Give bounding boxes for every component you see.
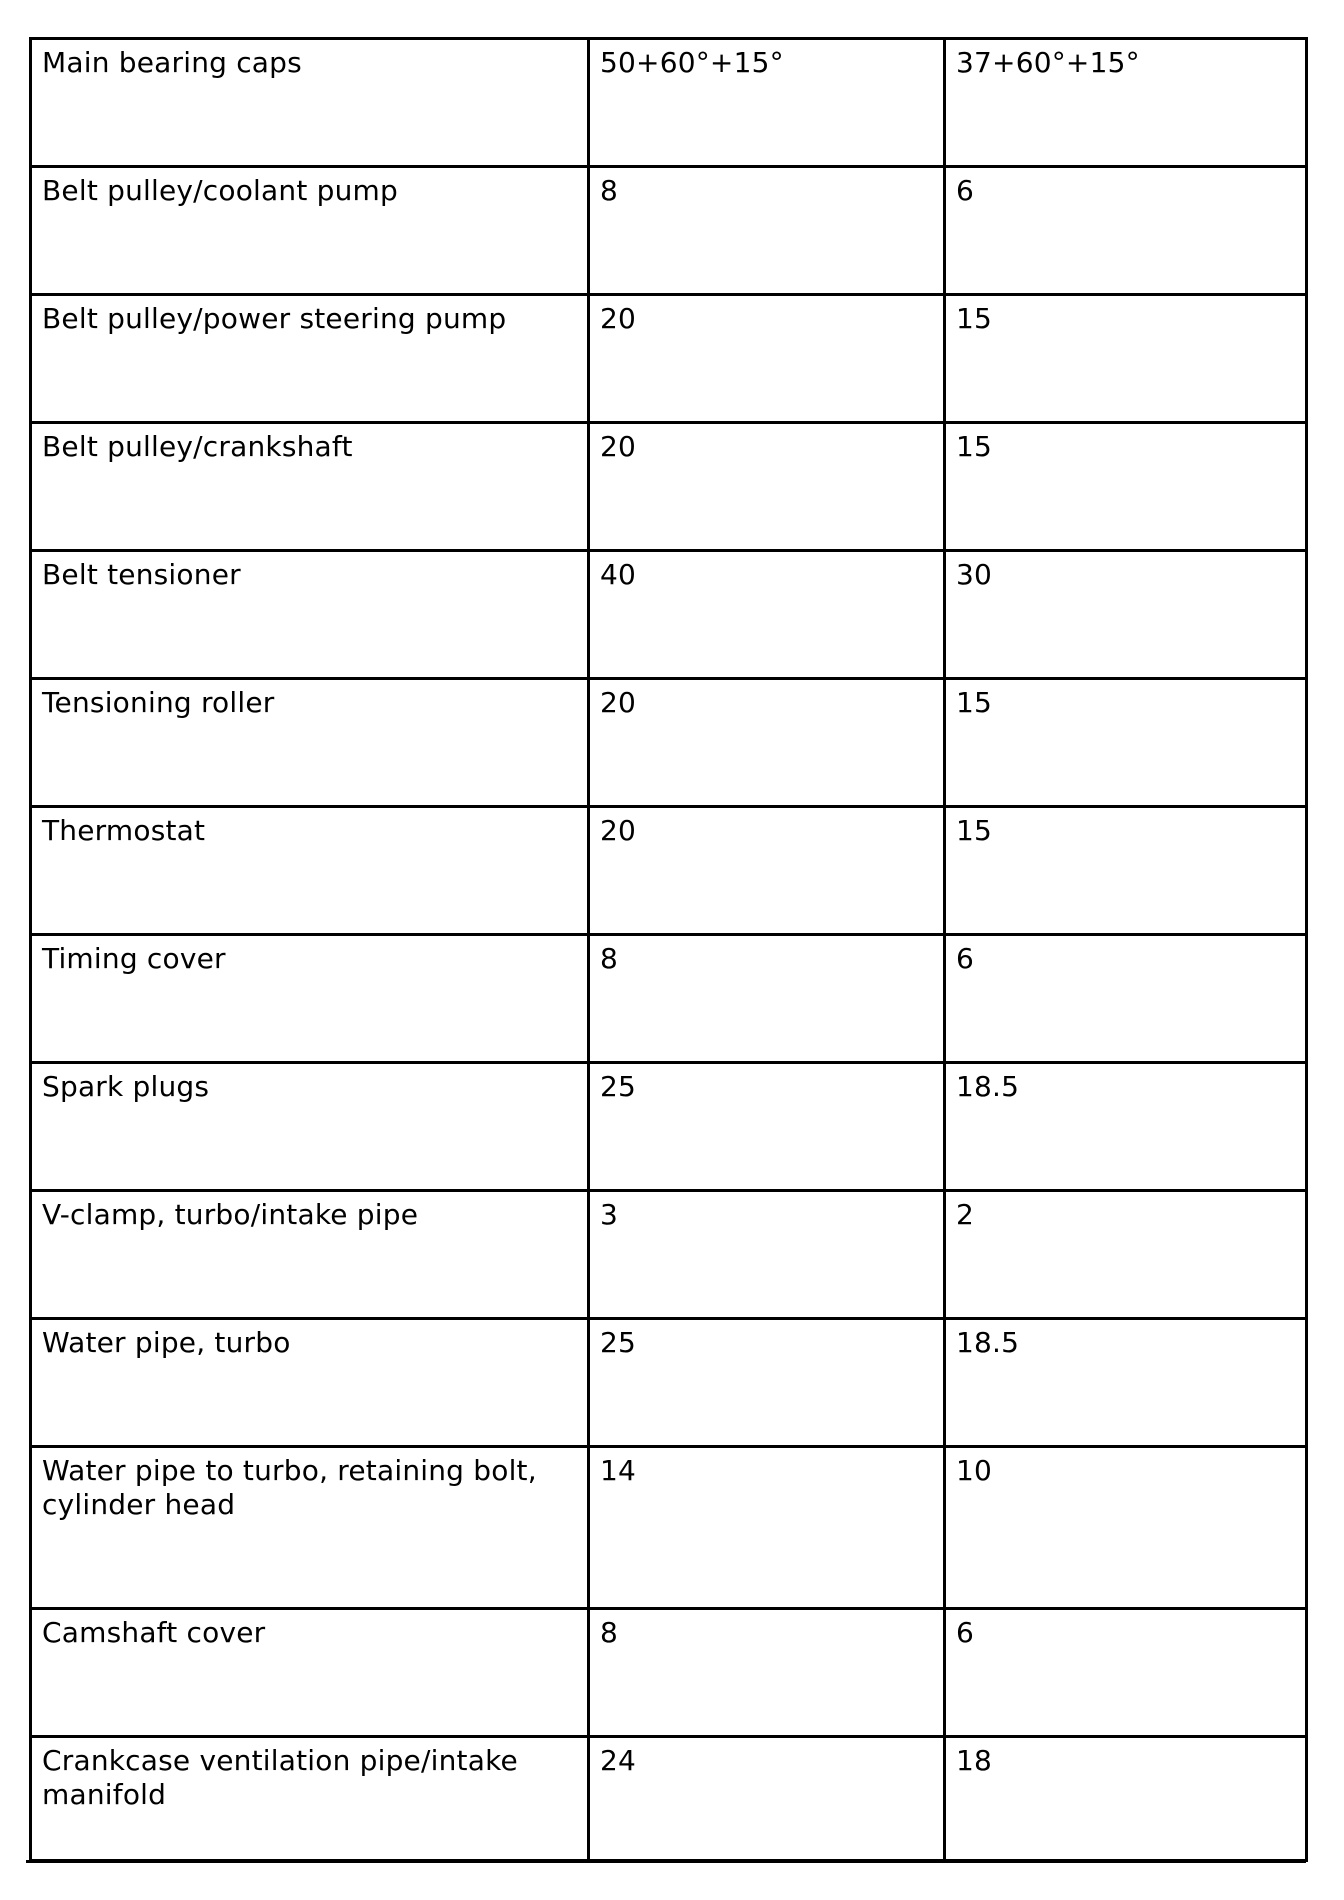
torque-lbft-cell: 6 [945,167,1307,295]
component-cell: Belt tensioner [31,551,589,679]
torque-nm-cell: 8 [589,167,945,295]
table-row [31,423,1307,551]
torque-nm-cell: 40 [589,551,945,679]
component-cell: Thermostat [31,807,589,935]
torque-nm-cell: 20 [589,295,945,423]
torque-nm-cell: 24 [589,1737,945,1861]
component-cell: Timing cover [31,935,589,1063]
table-row [31,1191,1307,1319]
torque-table-container [29,37,1305,1862]
component-cell: Camshaft cover [31,1609,589,1737]
component-cell: Tensioning roller [31,679,589,807]
table-row [31,295,1307,423]
table-row [31,1737,1307,1861]
torque-lbft-cell: 6 [945,1609,1307,1737]
component-cell: Crankcase ventilation pipe/intake manifold [31,1737,589,1861]
table-row [31,935,1307,1063]
component-cell: Belt pulley/coolant pump [31,167,589,295]
table-row [31,551,1307,679]
torque-lbft-cell: 6 [945,935,1307,1063]
component-cell: Water pipe to turbo, retaining bolt, cylinder head [31,1447,589,1609]
torque-lbft-cell: 15 [945,423,1307,551]
torque-lbft-cell: 30 [945,551,1307,679]
table-row [31,1609,1307,1737]
component-cell: Belt pulley/power steering pump [31,295,589,423]
torque-lbft-cell: 15 [945,807,1307,935]
component-cell: Spark plugs [31,1063,589,1191]
table-row [31,1447,1307,1609]
torque-lbft-cell: 2 [945,1191,1307,1319]
torque-nm-cell: 25 [589,1063,945,1191]
table-row [31,167,1307,295]
component-cell: Main bearing caps [31,39,589,167]
table-row [31,679,1307,807]
torque-lbft-cell: 18.5 [945,1063,1307,1191]
table-row [31,807,1307,935]
torque-nm-cell: 50+60°+15° [589,39,945,167]
torque-lbft-cell: 18.5 [945,1319,1307,1447]
torque-lbft-cell: 37+60°+15° [945,39,1307,167]
table-row [31,1319,1307,1447]
torque-table [29,37,1308,1862]
torque-lbft-cell: 10 [945,1447,1307,1609]
torque-nm-cell: 8 [589,935,945,1063]
table-row [31,39,1307,167]
torque-lbft-cell: 15 [945,295,1307,423]
component-cell: V-clamp, turbo/intake pipe [31,1191,589,1319]
component-cell: Water pipe, turbo [31,1319,589,1447]
torque-nm-cell: 20 [589,679,945,807]
torque-nm-cell: 20 [589,807,945,935]
torque-nm-cell: 3 [589,1191,945,1319]
torque-lbft-cell: 18 [945,1737,1307,1861]
torque-nm-cell: 25 [589,1319,945,1447]
component-cell: Belt pulley/crankshaft [31,423,589,551]
torque-lbft-cell: 15 [945,679,1307,807]
torque-nm-cell: 14 [589,1447,945,1609]
torque-nm-cell: 20 [589,423,945,551]
torque-nm-cell: 8 [589,1609,945,1737]
table-row [31,1063,1307,1191]
bottom-rule [26,1860,1306,1863]
